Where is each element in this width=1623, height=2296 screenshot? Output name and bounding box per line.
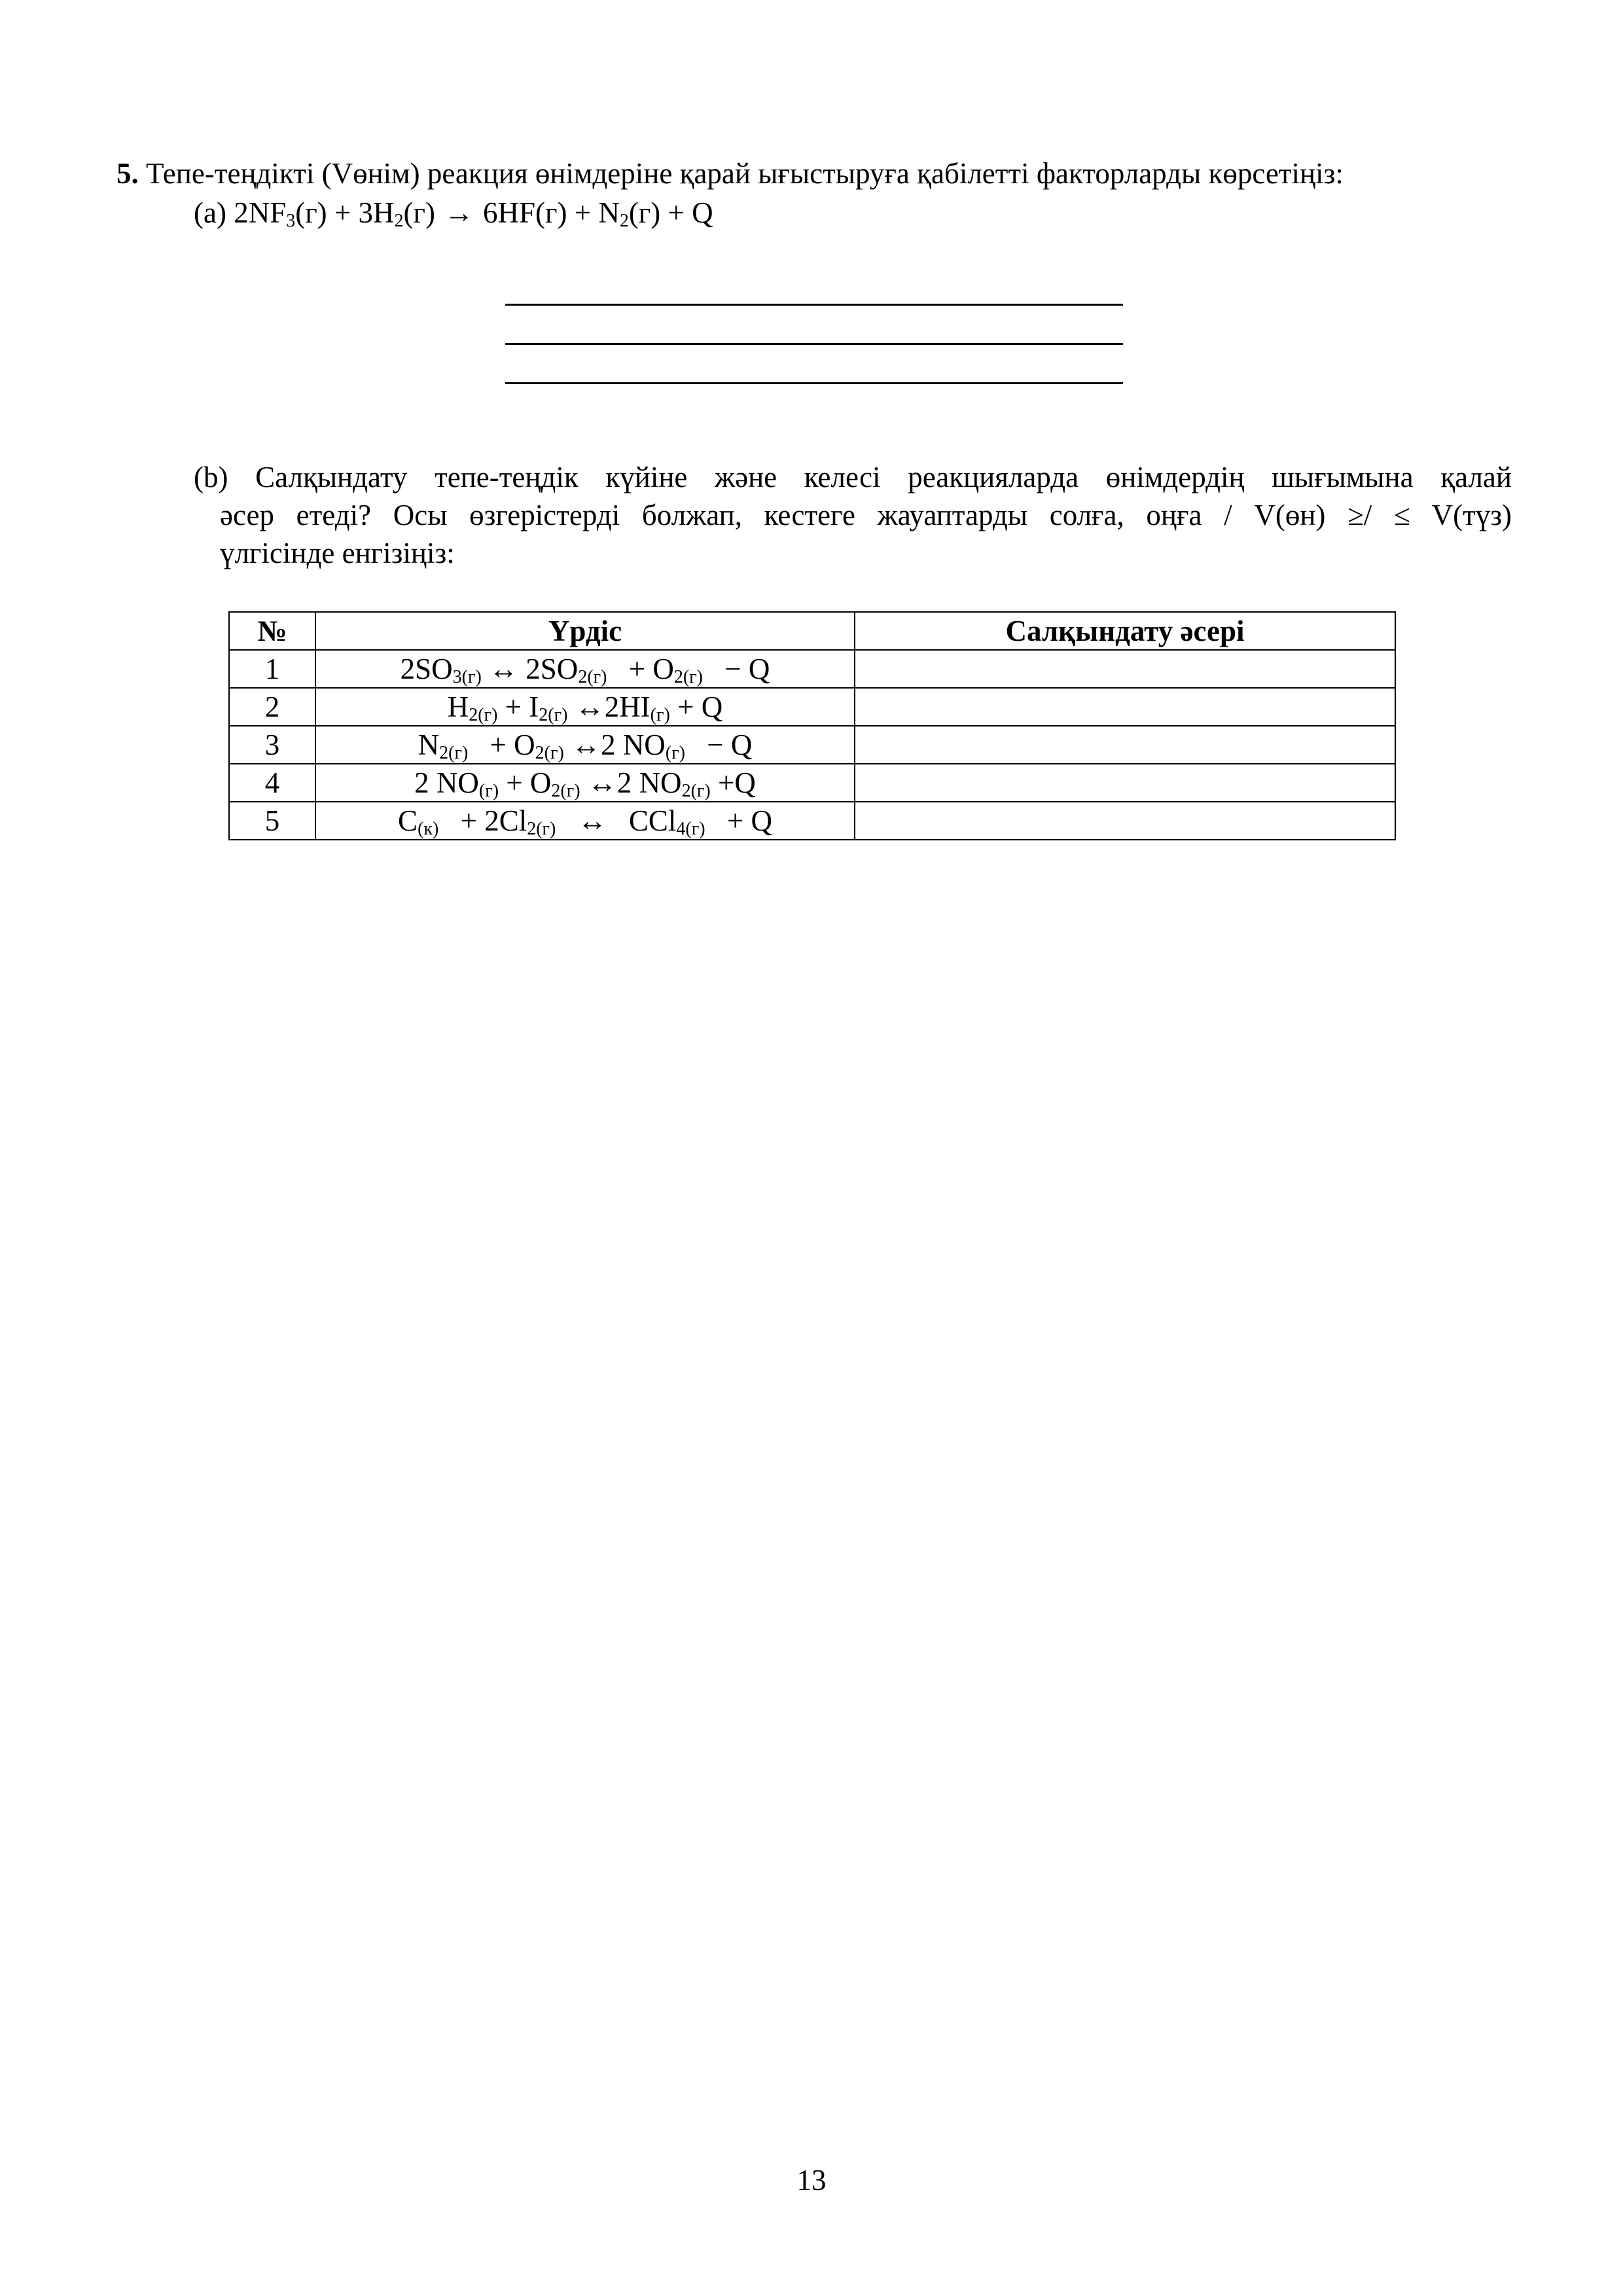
row-number: 1 — [229, 650, 315, 688]
answer-cell[interactable] — [855, 688, 1395, 726]
question-title — [116, 154, 1344, 192]
reaction-equation: $N_{2(г)} + O_{2(г)}$ ↔2 $NO_{(г)} - Q$ — [315, 726, 855, 764]
reaction-equation: 2 $NO_{(г)} + O_{2(г)}$ ↔2 $NO_{2(г)} +Q$ — [315, 764, 855, 802]
table-row — [229, 688, 1395, 726]
page-number: 13 — [796, 2164, 827, 2197]
answer-line-1[interactable] — [505, 304, 1123, 306]
table-row — [229, 726, 1395, 764]
header-cooling-effect: Салқындату әсері — [855, 612, 1395, 650]
header-number: № — [229, 612, 315, 650]
table-header-row — [229, 612, 1395, 650]
question-text: Тепе-теңдікті (Vөнім) реакция өнімдеріне қарай ығыстыруға қабілетті факторларды көрсетіңіз: — [146, 157, 1344, 190]
answer-cell[interactable] — [855, 726, 1395, 764]
answer-cell[interactable] — [855, 764, 1395, 802]
part-b-line-1: (b) Салқындату тепе-теңдік күйіне және келесі реакцияларда өнімдердің шығымына қалай — [194, 461, 1512, 493]
answer-line-2[interactable] — [505, 343, 1123, 345]
row-number: 3 — [229, 726, 315, 764]
reaction-equation: $H_{2(г)} + I_{2(г)}$ $\leftrightarrow 2HI_{(г)} + Q$ — [315, 688, 855, 726]
answer-cell[interactable] — [855, 802, 1395, 840]
reactions-table — [228, 611, 1396, 840]
part-b-line-3: үлгісінде енгізіңіз: — [220, 537, 455, 569]
row-number: 2 — [229, 688, 315, 726]
reaction-arrow: → — [444, 196, 474, 229]
answer-line-3[interactable] — [505, 382, 1123, 384]
header-process: Үрдіс — [315, 612, 855, 650]
answer-cell[interactable] — [855, 650, 1395, 688]
table-row — [229, 650, 1395, 688]
reaction-equation: $2SO_{3(г)}$ ↔ $2SO_{2(г)} + O_{2(г)} - Q$ — [315, 650, 855, 688]
table-row — [229, 764, 1395, 802]
table-row — [229, 802, 1395, 840]
part-b-line-2: әсер етеді? Осы өзгерістерді болжап, кестеге жауаптарды солға, оңға / V(өн) ≥/ ≤ V(түз) — [220, 499, 1512, 531]
part-b-text — [194, 458, 1512, 572]
question-number: 5. — [116, 157, 139, 190]
reaction-equation: $C_{(к)} + 2Cl_{2(г)}$ ↔ CCl$_{4(г)}$ + Q — [315, 802, 855, 840]
row-number: 4 — [229, 764, 315, 802]
row-number: 5 — [229, 802, 315, 840]
part-a-equation: (a) $2NF_3(г) + 3H_2(г) \to 6HF(г) + N_2(г) + Q$ — [194, 196, 713, 231]
